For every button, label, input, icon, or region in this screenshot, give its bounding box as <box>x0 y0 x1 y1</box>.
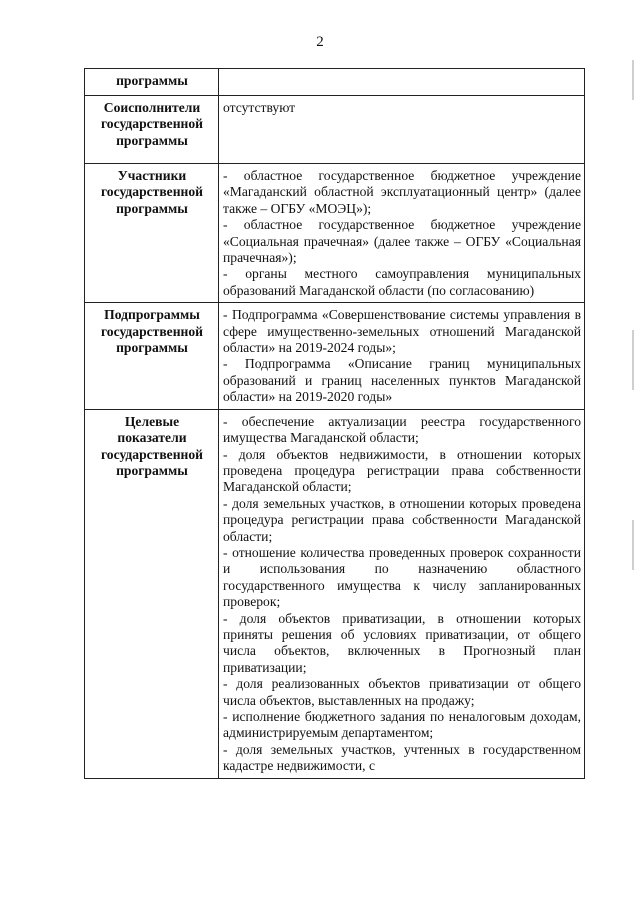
label-line: государственной <box>100 184 204 200</box>
label-programs: программы <box>85 69 219 96</box>
label-line: государственной <box>100 446 204 462</box>
table-row-coexecutors <box>85 96 585 164</box>
scan-edge-mark <box>632 520 634 570</box>
label-coexecutors <box>85 96 219 164</box>
value-subprograms <box>219 303 585 409</box>
label-line: показатели <box>117 430 187 446</box>
label-targets <box>85 409 219 778</box>
label-participants <box>85 164 219 303</box>
table-row-subprograms <box>85 303 585 409</box>
label-line: программы <box>116 340 188 356</box>
table-row-programs <box>85 69 585 96</box>
scan-edge-mark <box>632 60 634 100</box>
value-programs <box>219 69 585 96</box>
label-subprograms <box>85 303 219 409</box>
list-item: - отношение количества проведенных проверок сохранности и использования по назначению областного государственного имущества к числу запланированных проверок; <box>223 544 581 610</box>
label-line: Подпрограммы <box>104 307 200 323</box>
list-item: - Подпрограмма «Совершенствование системы управления в сфере имущественно-земельных отношений Магаданской области» на 2019-2024 годы»; <box>223 307 581 356</box>
list-item: - исполнение бюджетного задания по неналоговым доходам, администрируемым департаментом; <box>223 709 581 741</box>
label-line: государственной <box>100 323 204 339</box>
list-item: - доля реализованных объектов приватизации от общего числа объектов, выставленных на продажу; <box>223 676 581 708</box>
list-item: - доля земельных участков, учтенных в государственном кадастре недвижимости, с <box>223 741 581 774</box>
program-passport-table <box>84 68 585 779</box>
label-line: программы <box>116 132 188 148</box>
label-line: Целевые <box>124 413 180 429</box>
label-line: Соисполнители <box>103 100 201 115</box>
list-item: - обеспечение актуализации реестра государственного имущества Магаданской области; <box>223 413 581 446</box>
label-line: государственной <box>100 116 204 132</box>
scan-edge-mark <box>632 330 634 390</box>
value-targets <box>219 409 585 778</box>
list-item: - доля объектов недвижимости, в отношении которых проведена процедура регистрации права собственности Магаданской области; <box>223 446 581 495</box>
label-line: Участники <box>117 168 187 183</box>
list-item: - областное государственное бюджетное учреждение «Магаданский областной эксплуатационный центр» (далее также – ОГБУ «МОЭЦ»); <box>223 168 581 216</box>
list-item: - доля земельных участков, в отношении которых проведена процедура регистрации права собственности Магаданской области; <box>223 495 581 544</box>
table-row-participants <box>85 164 585 303</box>
page-number: 2 <box>316 34 324 50</box>
list-item: - доля объектов приватизации, в отношении которых приняты решения об условиях приватизации, от общего числа объектов, включенных в Прогнозный план приватизации; <box>223 610 581 675</box>
table-row-targets <box>85 409 585 778</box>
list-item: - органы местного самоуправления муниципальных образований Магаданской области (по согласованию) <box>223 266 581 298</box>
value-coexecutors: отсутствуют <box>219 96 585 164</box>
list-item: - Подпрограмма «Описание границ муниципальных образований и границ населенных пунктов Магаданской области» на 2019-2020 годы» <box>223 356 581 405</box>
value-participants <box>219 164 585 303</box>
label-line: программы <box>116 462 188 478</box>
label-line: программы <box>116 200 188 216</box>
list-item: - областное государственное бюджетное учреждение «Социальная прачечная» (далее также – ОГБУ «Социальная прачечная»); <box>223 217 581 266</box>
